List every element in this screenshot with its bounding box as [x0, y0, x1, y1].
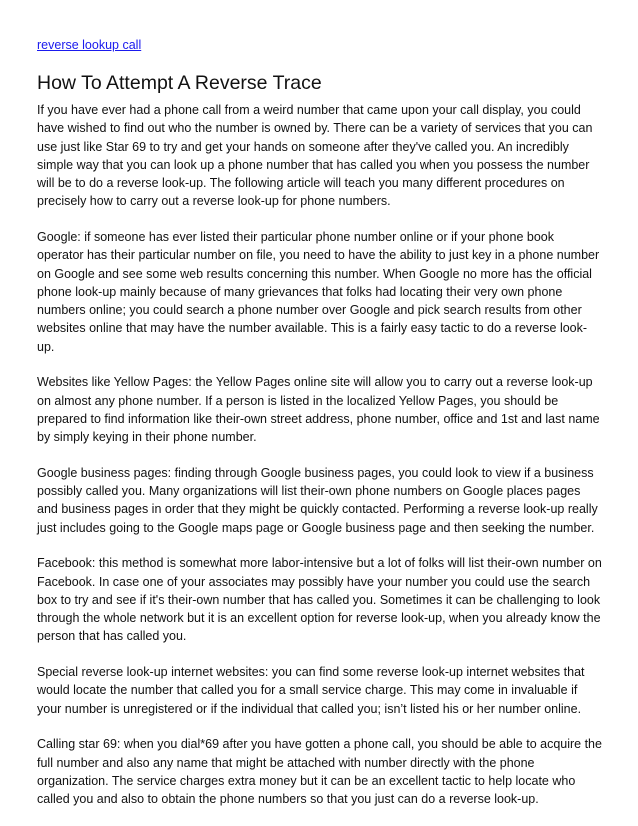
paragraph-intro: If you have ever had a phone call from a weird number that came upon your call display, you could have wished to find out who the number is owned by. There can be a variety of services that you can use just like Star 69 to try and get your hands on someone after they've called you. An incredibly simple way that you can look up a phone number that has called you when you possess the number will be to do a reverse look-up. The following article will teach you many different procedures on precisely how to carry out a reverse look-up for phone numbers. [37, 103, 593, 209]
paragraph-google-business: Google business pages: finding through Google business pages, you could look to view if a business possibly called you. Many organizations will list their-own phone numbers on Google places pages and business pages in order that they might be quickly contacted. Performing a reverse look-up really just includes going to the Google maps page or Google business page and then seeking the number. [37, 465, 598, 535]
paragraph-google: Google: if someone has ever listed their particular phone number online or if your phone book operator has their particular number on file, you need to have the ability to just key in a phone number on Google and see some web results concerning this number. When Google no more has the official phone look-up mainly because of many grievances that folks had locating their very own phone numbers online; you could search a phone number over Google and pick search results from other websites online that may have the number available. This is a fairly easy tactic to do a reverse look-up. [37, 230, 600, 354]
paragraph-special-websites: Special reverse look-up internet websites: you can find some reverse look-up internet websites that would locate the number that called you for a small service charge. This may come in invaluable if your number is unregistered or if the individual that called you; isn’t listed his or her number online. [37, 665, 585, 716]
paragraph-star-69: Calling star 69: when you dial*69 after you have gotten a phone call, you should be able to acquire the full number and also any name that might be attached with number directly with the phone organization. The service charges extra money but it can be an excellent tactic to help locate who called you and also to obtain the phone numbers so that you just can do a reverse look-up. [37, 737, 602, 806]
reverse-lookup-call-link[interactable]: reverse lookup call [37, 38, 142, 52]
paragraph-facebook: Facebook: this method is somewhat more labor-intensive but a lot of folks will list their-own number on Facebook. In case one of your associates may possibly have your number you could use the search box to try and see if it's their-own number that has called you. Sometimes it can be challenging to look through the whole network but it is an excellent option for reverse look-up, when you already know the person that has called you. [37, 556, 602, 644]
article-title: How To Attempt A Reverse Trace [37, 72, 322, 94]
document-page [37, 36, 603, 808]
paragraph-yellow-pages: Websites like Yellow Pages: the Yellow Pages online site will allow you to carry out a reverse look-up on almost any phone number. If a person is listed in the localized Yellow Pages, you should be prepared to find information like their-own street address, phone number, office and 1st and last name by simply keying in their phone number. [37, 375, 600, 444]
